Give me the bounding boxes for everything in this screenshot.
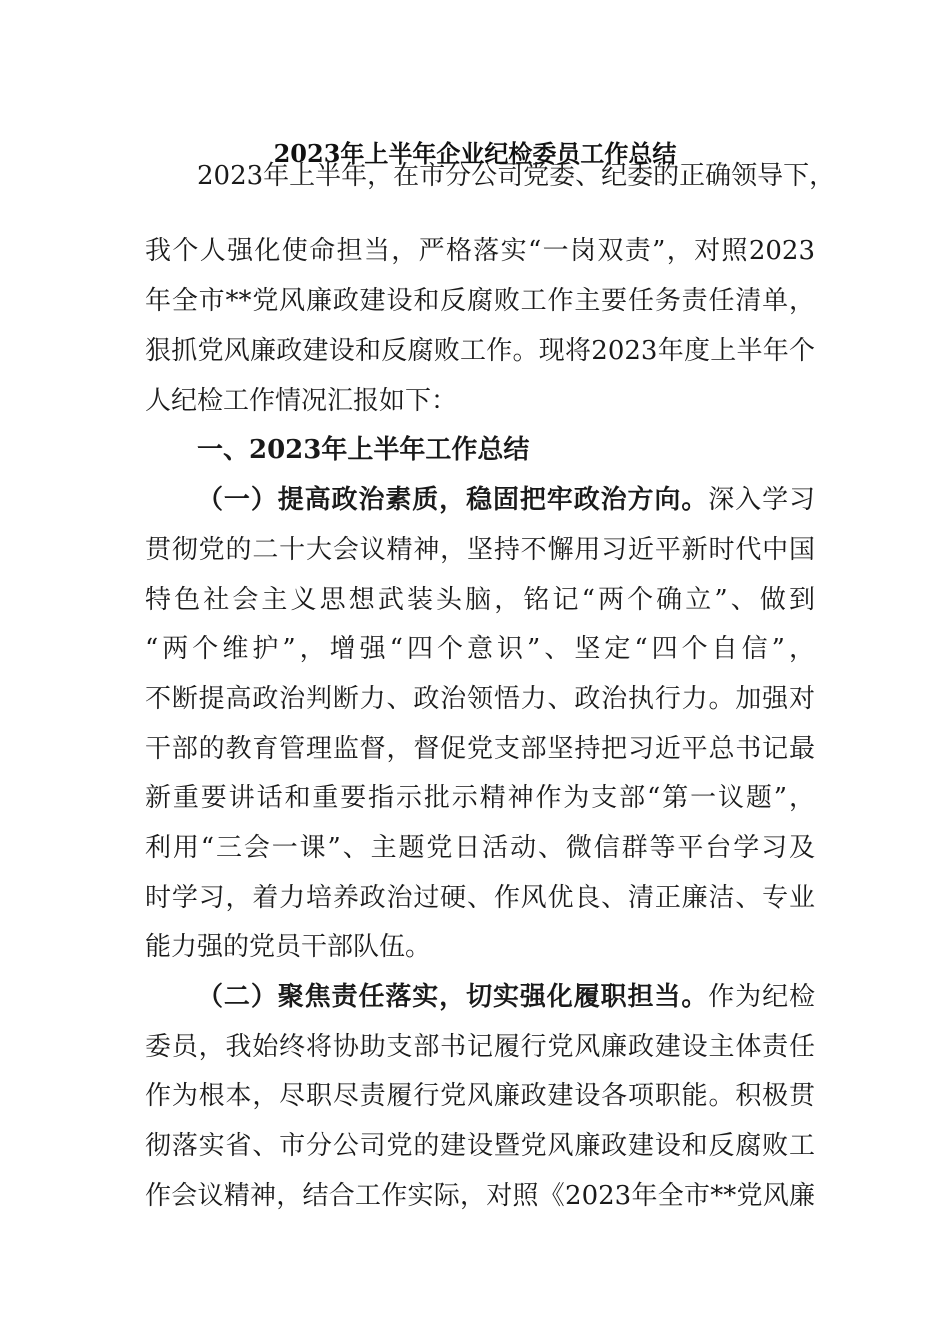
part-1-line-3: 特色社会主义思想武装头脑，铭记“两个确立”、做到 <box>145 585 815 615</box>
part-2-line-3: 作为根本，尽职尽责履行党风廉政建设各项职能。积极贯 <box>145 1081 815 1111</box>
part-1-line-8: 利用“三会一课”、主题党日活动、微信群等平台学习及 <box>145 833 815 863</box>
part-1-line-7: 新重要讲话和重要指示批示精神作为支部“第一议题”， <box>145 783 815 813</box>
part-1-first-line-rest: 深入学习 <box>708 485 815 515</box>
intro-line-1-text: 2023年上半年，在市分公司党委、纪委的正确领导下， <box>197 161 836 191</box>
part-2-line-4: 彻落实省、市分公司党的建设暨党风廉政建设和反腐败工 <box>145 1131 815 1161</box>
part-1-line-6: 干部的教育管理监督，督促党支部坚持把习近平总书记最 <box>145 734 815 764</box>
part-1-heading: （一）提高政治素质，稳固把牢政治方向。 <box>197 485 709 515</box>
part-2-heading: （二）聚焦责任落实，切实强化履职担当。 <box>197 982 709 1012</box>
intro-line-4: 狠抓党风廉政建设和反腐败工作。现将2023年度上半年个 <box>145 336 815 366</box>
intro-line-5: 人纪检工作情况汇报如下： <box>145 386 458 416</box>
part-1-line-4: “两个维护”，增强“四个意识”、坚定“四个自信”， <box>145 634 815 664</box>
part-1-first-line <box>197 478 815 522</box>
intro-line-2: 我个人强化使命担当，严格落实“一岗双责”，对照2023 <box>145 236 815 266</box>
part-2-line-2: 委员，我始终将协助支部书记履行党风廉政建设主体责任 <box>145 1032 815 1062</box>
section-1-heading: 一、2023年上半年工作总结 <box>197 435 530 465</box>
part-2-line-5: 作会议精神，结合工作实际，对照《2023年全市**党风廉 <box>145 1181 815 1211</box>
part-1-line-10: 能力强的党员干部队伍。 <box>145 932 432 962</box>
intro-line-3: 年全市**党风廉政建设和反腐败工作主要任务责任清单， <box>145 286 815 316</box>
part-1-line-9: 时学习，着力培养政治过硬、作风优良、清正廉洁、专业 <box>145 883 815 913</box>
part-1-line-5: 不断提高政治判断力、政治领悟力、政治执行力。加强对 <box>145 684 815 714</box>
part-1-line-2: 贯彻党的二十大会议精神，坚持不懈用习近平新时代中国 <box>145 535 815 565</box>
part-2-first-line <box>197 975 815 1019</box>
document-title: 2023年上半年企业纪检委员工作总结 <box>273 139 677 168</box>
part-2-first-line-rest: 作为纪检 <box>708 982 815 1012</box>
